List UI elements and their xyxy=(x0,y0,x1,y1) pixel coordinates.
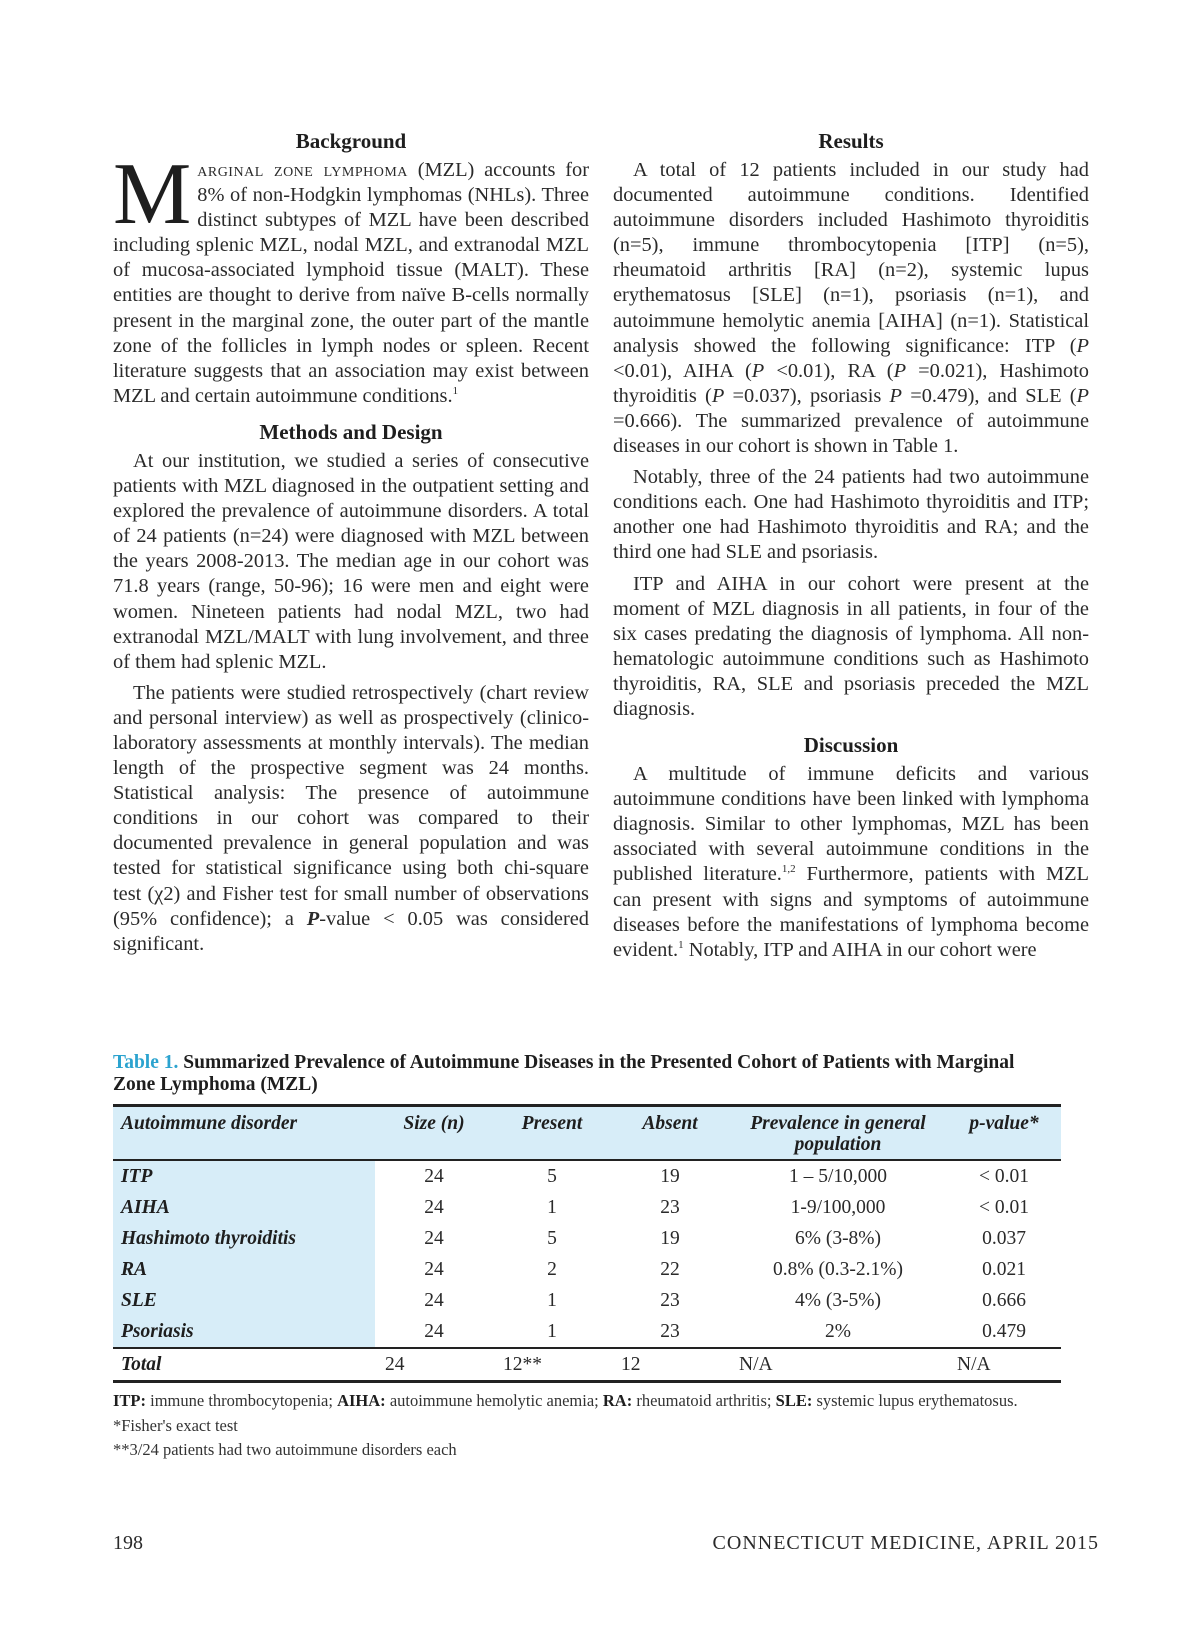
table-row: Psoriasis 24 1 23 2% 0.479 xyxy=(113,1316,1061,1348)
prevalence-table xyxy=(113,1104,1061,1383)
results-paragraph-2: Notably, three of the 24 patients had two autoimmune conditions each. One had Hashimoto thyroiditis and ITP; another one had Hashimoto thyroiditis and RA; and the third one had SLE and psoriasis. xyxy=(613,466,1089,564)
double-disorder-note: **3/24 patients had two autoimmune disorders each xyxy=(113,1440,457,1459)
col-header: Absent xyxy=(642,1113,698,1134)
left-column xyxy=(113,128,589,963)
table-row: RA 24 2 22 0.8% (0.3-2.1%) 0.021 xyxy=(113,1254,1061,1285)
col-header: Prevalence in general population xyxy=(750,1113,926,1155)
journal-footer: CONNECTICUT MEDICINE, APRIL 2015 xyxy=(712,1532,1099,1554)
table-header-row xyxy=(113,1106,1061,1161)
results-paragraph-3: ITP and AIHA in our cohort were present at the moment of MZL diagnosis in all patients, in four of the six cases predating the diagnosis of lymphoma. All non-hematologic autoimmune conditions such as Hashimoto thyroiditis, RA, SLE and psoriasis preceded the MZL diagnosis. xyxy=(613,572,1089,720)
table-row: SLE 24 1 23 4% (3-5%) 0.666 xyxy=(113,1285,1061,1316)
fisher-note: *Fisher's exact test xyxy=(113,1415,238,1435)
col-header: Size (n) xyxy=(403,1113,465,1134)
page-number: 198 xyxy=(113,1532,143,1554)
table-notes xyxy=(113,1389,1061,1463)
discussion-heading: Discussion xyxy=(803,733,899,758)
background-heading: Background xyxy=(295,129,407,153)
table-total-row: Total 24 12** 12 N/A N/A xyxy=(113,1348,1061,1382)
col-header: Autoimmune disorder xyxy=(121,1113,298,1134)
col-header: p-value* xyxy=(969,1113,1039,1134)
methods-paragraph-2: The patients were studied retrospectively (chart review and personal interview) as well as prospectively (clinico-laboratory assessments at monthly intervals). The median length of the prospective segment was 24 months. Statistical analysis: The presence of autoimmune conditions in our cohort was compared to their documented prevalence in general population and was tested for statistical significance using both chi-square test (χ2) and Fisher test for small number of observations (95% confidence); a P-value < 0.05 was considered significant. xyxy=(113,681,589,955)
table-caption xyxy=(113,1052,1061,1096)
table-row: AIHA 24 1 23 1-9/100,000 < 0.01 xyxy=(113,1192,1061,1223)
table-title: Summarized Prevalence of Autoimmune Diseases in the Presented Cohort of Patients with Marginal Zone Lymphoma (MZL) xyxy=(113,1052,1015,1095)
results-paragraph-1: A total of 12 patients included in our study had documented autoimmune conditions. Identified autoimmune disorders included Hashimoto thyroiditis (n=5), immune thrombocytopenia [ITP] (n=5), rheumatoid arthritis [RA] (n=2), systemic lupus erythematosus [SLE] (n=1), psoriasis (n=1), and autoimmune hemolytic anemia [AIHA] (n=1). Statistical analysis showed the following significance: ITP (P <0.01), AIHA (P <0.01), RA (P =0.021), Hashimoto thyroiditis (P =0.037), psoriasis P =0.479), and SLE (P =0.666). The summarized prevalence of autoimmune diseases in our cohort is shown in Table 1. xyxy=(613,159,1089,458)
discussion-paragraph: A multitude of immune deficits and various autoimmune conditions have been linked with lymphoma diagnosis. Similar to other lymphomas, MZL has been associated with several autoimmune conditions in the published literature.$^{1,2}$ Furthermore, patients with MZL can present with signs and symptoms of autoimmune diseases before the manifestations of lymphoma become evident.$^1$ Notably, ITP and AIHA in our cohort were xyxy=(613,763,1089,961)
reference-marker: 1 xyxy=(452,385,459,398)
lead-smallcaps: arginal zone lymphoma xyxy=(197,159,408,181)
table-1 xyxy=(113,1052,1061,1463)
table-row: ITP 24 5 19 1 – 5/10,000 < 0.01 xyxy=(113,1160,1061,1192)
abbreviations-note: ITP: immune thrombocytopenia; AIHA: autoimmune hemolytic anemia; RA: rheumatoid arthritis; SLE: systemic lupus erythematosus. xyxy=(113,1391,1018,1410)
table-label: Table 1. xyxy=(113,1052,179,1073)
background-paragraph xyxy=(113,146,589,409)
results-heading: Results xyxy=(818,129,884,153)
drop-cap: M xyxy=(113,146,192,243)
right-column xyxy=(613,128,1089,969)
methods-paragraph-1: At our institution, we studied a series of consecutive patients with MZL diagnosed in the outpatient setting and explored the prevalence of autoimmune disorders. A total of 24 patients (n=24) were diagnosed with MZL between the years 2008-2013. The median age in our cohort was 71.8 years (range, 50-96); 16 were men and eight were women. Nineteen patients had nodal MZL, two had extranodal MZL/MALT with lung involvement, and three of them had splenic MZL. xyxy=(113,449,589,673)
col-header: Present xyxy=(521,1113,583,1134)
background-text: (MZL) accounts for 8% of non-Hodgkin lymphomas (NHLs). Three distinct subtypes of MZL have been described including splenic MZL, nodal MZL, and extranodal MZL of mucosa-associated lymphoid tissue (MALT). These entities are thought to derive from naïve B-cells normally present in the marginal zone, the outer part of the mantle zone of the follicles in lymph nodes or spleen. Recent literature suggests that an association may exist between MZL and certain autoimmune conditions. xyxy=(113,159,589,407)
methods-heading: Methods and Design xyxy=(259,419,443,444)
table-row: Hashimoto thyroiditis 24 5 19 6% (3-8%) 0.037 xyxy=(113,1223,1061,1254)
